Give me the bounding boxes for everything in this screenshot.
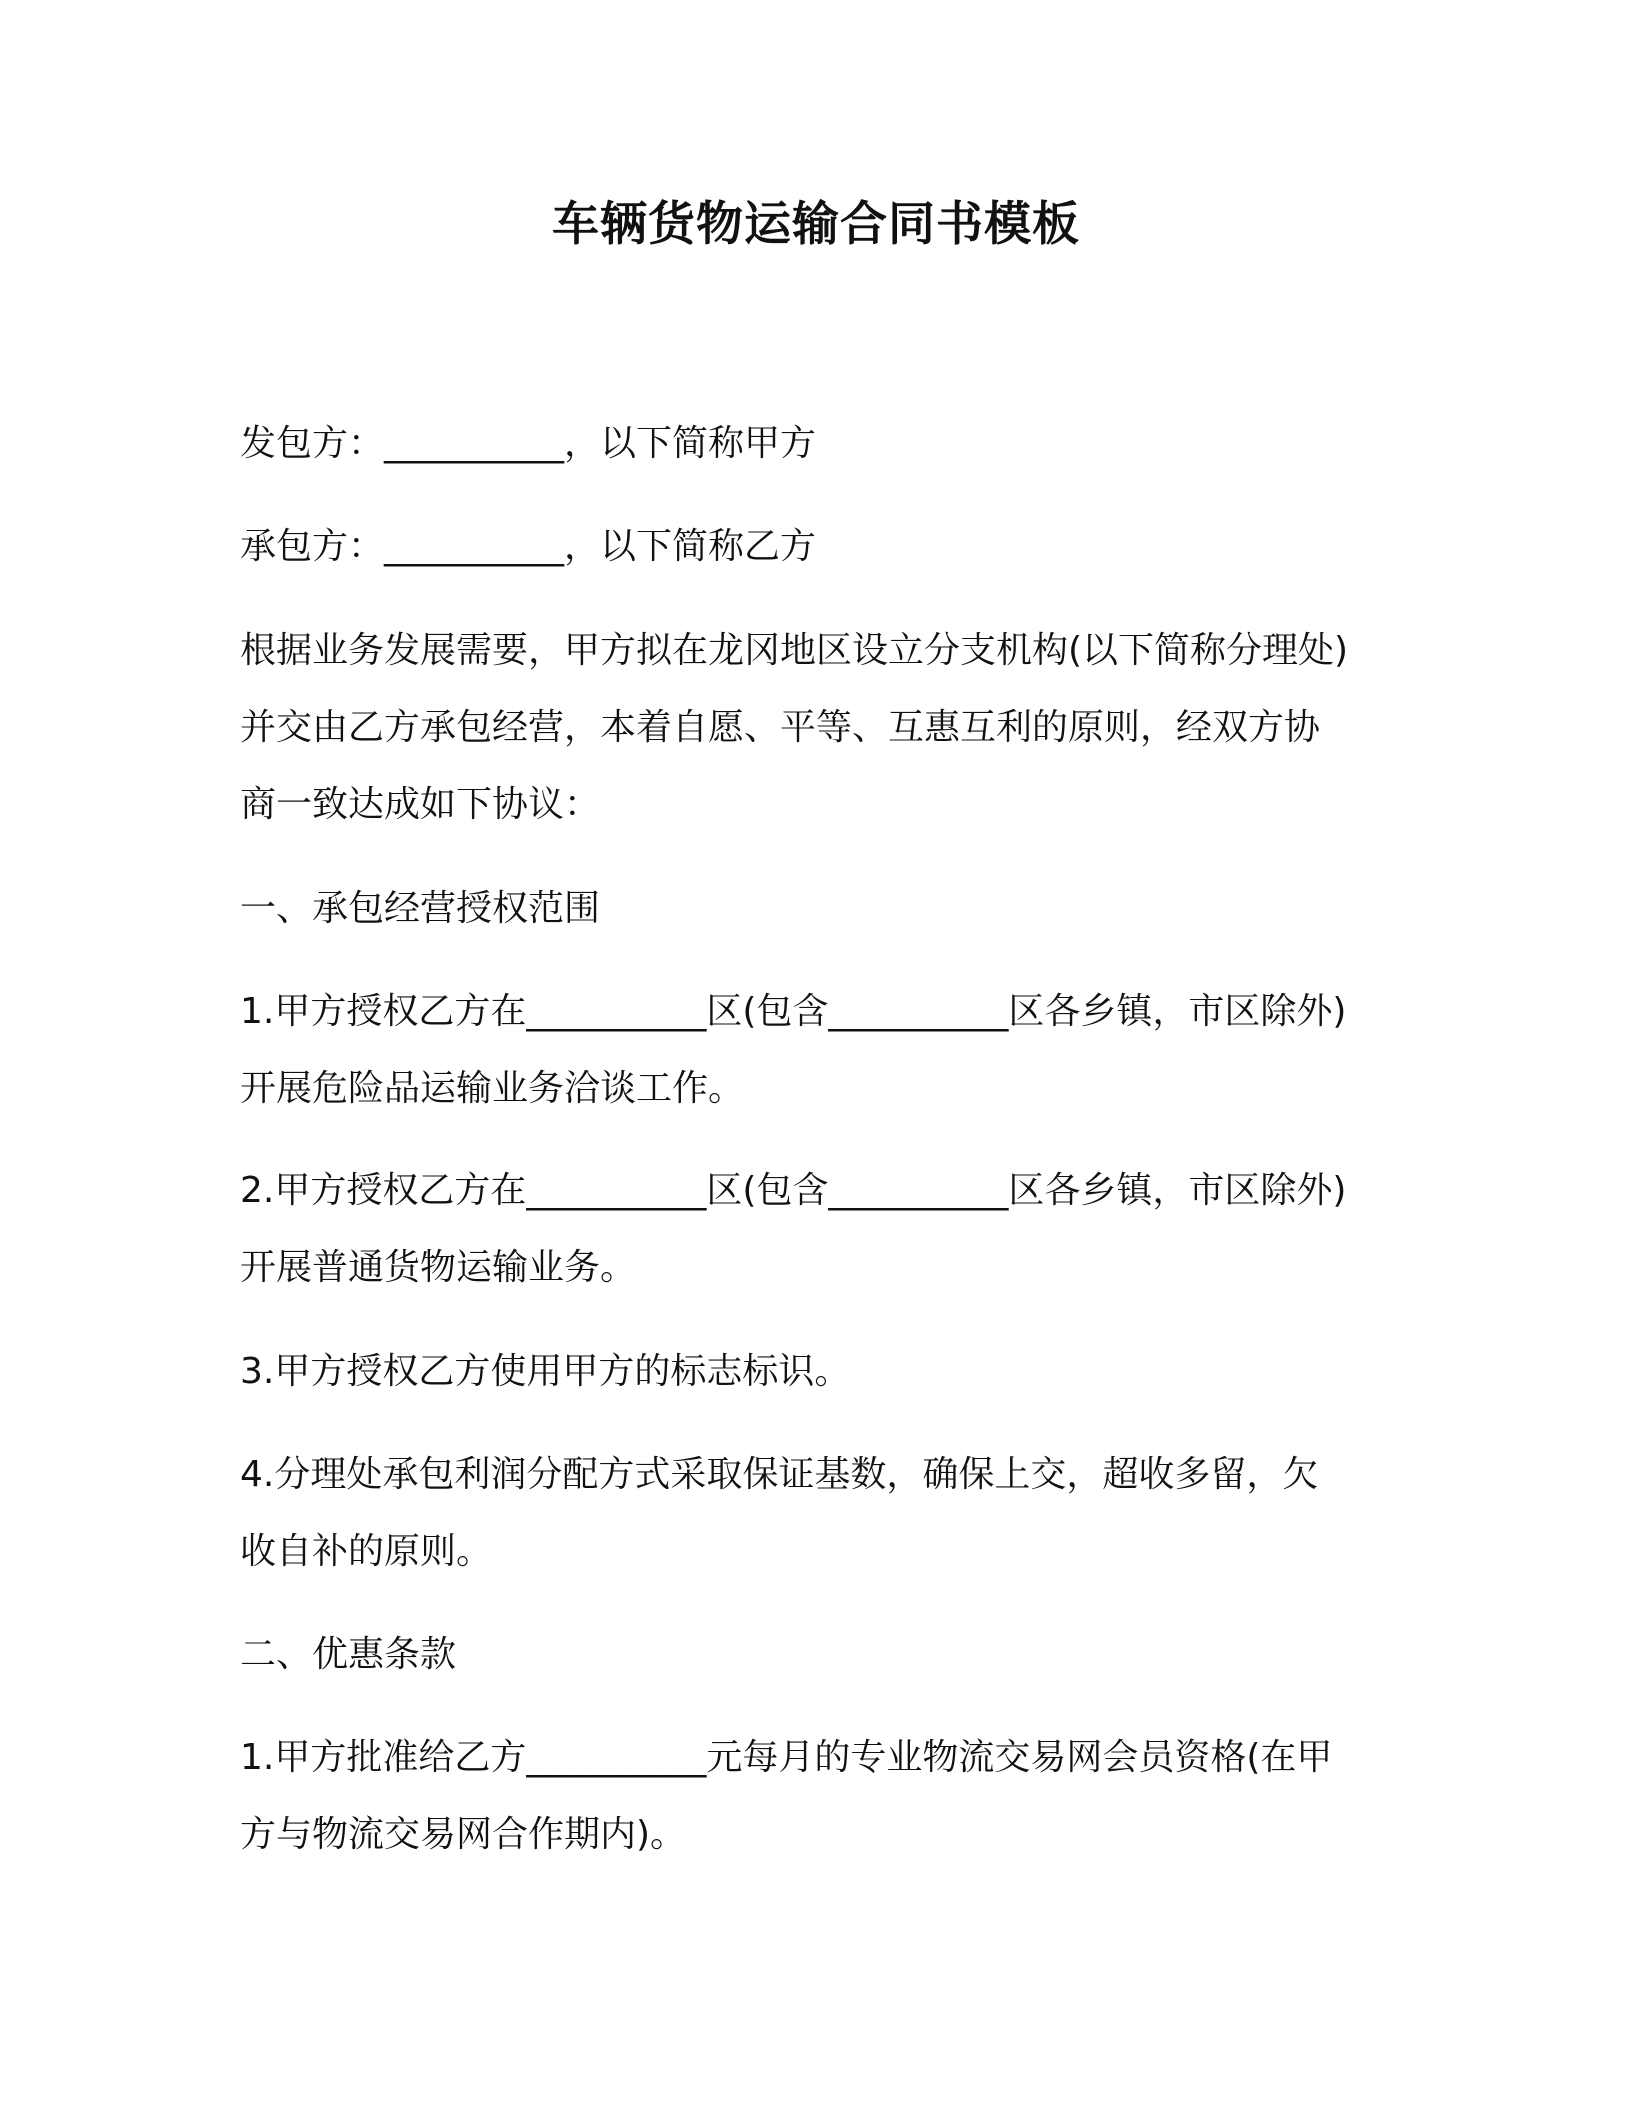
text-line: 承包方：__________，以下简称乙方 xyxy=(240,526,817,567)
clause-1-3 xyxy=(240,1333,1400,1410)
text-line: 商一致达成如下协议： xyxy=(240,784,601,825)
text-line: 2.甲方授权乙方在__________区(包含__________区各乡镇，市区除外) xyxy=(240,1170,1347,1211)
text-line: 1.甲方授权乙方在__________区(包含__________区各乡镇，市区除外) xyxy=(240,991,1347,1032)
text-line: 1.甲方批准给乙方__________元每月的专业物流交易网会员资格(在甲 xyxy=(240,1737,1333,1778)
clause-2-1 xyxy=(240,1719,1400,1873)
section-heading-authorization-scope xyxy=(240,870,1400,947)
text-line: 一、承包经营授权范围 xyxy=(240,888,601,929)
paragraph-contractee-party-b xyxy=(240,508,1400,585)
text-line: 并交由乙方承包经营，本着自愿、平等、互惠互利的原则，经双方协 xyxy=(240,707,1321,748)
text-line: 4.分理处承包利润分配方式采取保证基数，确保上交，超收多留，欠 xyxy=(240,1454,1319,1495)
text-line: 开展危险品运输业务洽谈工作。 xyxy=(240,1068,745,1109)
text-line: 3.甲方授权乙方使用甲方的标志标识。 xyxy=(240,1351,851,1392)
clause-1-4 xyxy=(240,1436,1400,1590)
text-line: 二、优惠条款 xyxy=(240,1634,457,1675)
text-line: 开展普通货物运输业务。 xyxy=(240,1247,637,1288)
paragraph-contractor-party-a xyxy=(240,405,1400,482)
clause-1-1 xyxy=(240,973,1400,1127)
text-line: 发包方：__________，以下简称甲方 xyxy=(240,423,817,464)
text-line: 收自补的原则。 xyxy=(240,1531,493,1572)
section-heading-preferential-terms xyxy=(240,1616,1400,1693)
text-line: 根据业务发展需要，甲方拟在龙冈地区设立分支机构(以下简称分理处) xyxy=(240,630,1349,671)
document-title: 车辆货物运输合同书模板 xyxy=(552,197,1080,252)
clause-1-2 xyxy=(240,1152,1400,1306)
paragraph-preamble xyxy=(240,612,1400,843)
text-line: 方与物流交易网合作期内)。 xyxy=(240,1814,687,1855)
